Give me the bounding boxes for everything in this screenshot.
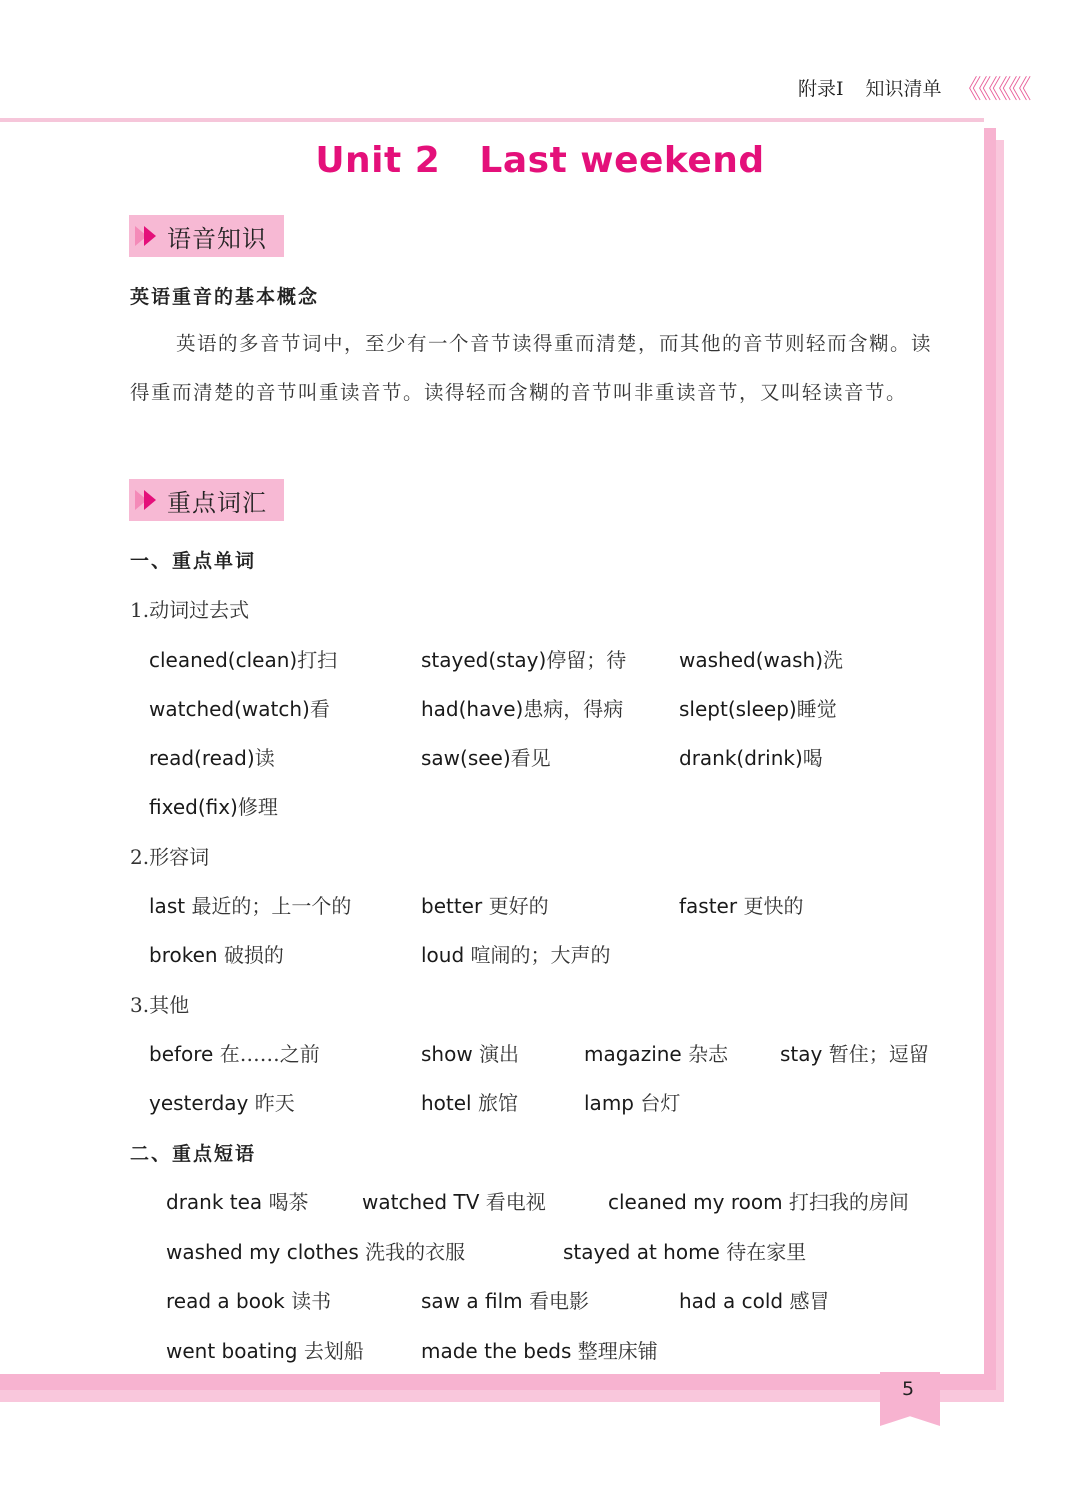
section-phonetics-header [129, 215, 284, 257]
phrase-item: saw a film 看电影 [421, 1289, 589, 1313]
group-title: 3.其他 [130, 993, 190, 1017]
phonetics-paragraph [130, 319, 952, 417]
appendix-label: 附录Ⅰ [798, 77, 844, 100]
vocab-item: hotel 旅馆 [421, 1091, 518, 1115]
phonetics-subheading: 英语重音的基本概念 [130, 286, 320, 308]
section-label: 重点词汇 [167, 488, 267, 517]
vocab-item: last 最近的；上一个的 [149, 894, 352, 918]
paragraph-text: 英语的多音节词中，至少有一个音节读得重而清楚，而其他的音节则轻而含糊。读得重而清楚的音节叫重读音节。读得轻而含糊的音节叫非重读音节，又叫轻读音节。 [130, 332, 933, 404]
vocab-item: washed(wash)洗 [679, 648, 844, 672]
chevron-left-decoration-icon: 《《《《《《 [955, 74, 1029, 105]
vocab-item: had(have)患病，得病 [421, 697, 624, 721]
key-phrases-heading: 二、重点短语 [130, 1143, 257, 1165]
group-title: 2.形容词 [130, 845, 210, 869]
group-title: 1.动词过去式 [130, 598, 250, 622]
vocab-item: fixed(fix)修理 [149, 795, 278, 819]
vocab-item: read(read)读 [149, 746, 275, 770]
vocab-item: drank(drink)喝 [679, 746, 823, 770]
vocab-item: stay 暂住；逗留 [780, 1042, 929, 1066]
vocab-item: broken 破损的 [149, 943, 284, 967]
phrase-item: cleaned my room 打扫我的房间 [608, 1190, 909, 1214]
phrase-item: read a book 读书 [166, 1289, 332, 1313]
phrase-item: drank tea 喝茶 [166, 1190, 309, 1214]
phrase-item: stayed at home 待在家里 [563, 1240, 807, 1264]
running-header [798, 72, 1029, 105]
key-words-heading: 一、重点单词 [130, 550, 257, 572]
phrase-item: washed my clothes 洗我的衣服 [166, 1240, 466, 1264]
phrase-item: made the beds 整理床铺 [421, 1339, 658, 1363]
phrase-item: went boating 去划船 [166, 1339, 364, 1363]
double-arrow-icon [135, 224, 165, 248]
vocab-item: faster 更快的 [679, 894, 804, 918]
vocab-item: show 演出 [421, 1042, 520, 1066]
section-label: 语音知识 [167, 224, 267, 253]
vocab-item: yesterday 昨天 [149, 1091, 295, 1115]
vocab-item: cleaned(clean)打扫 [149, 648, 338, 672]
vocab-item: watched(watch)看 [149, 697, 330, 721]
vocab-item: lamp 台灯 [584, 1091, 681, 1115]
vocab-item: better 更好的 [421, 894, 549, 918]
vocab-item: magazine 杂志 [584, 1042, 729, 1066]
unit-title: Unit 2 Last weekend [315, 140, 765, 181]
double-arrow-icon [135, 488, 165, 512]
vocab-item: saw(see)看见 [421, 746, 551, 770]
vocab-item: slept(sleep)睡觉 [679, 697, 837, 721]
vocab-item: loud 喧闹的；大声的 [421, 943, 611, 967]
vocab-item: stayed(stay)停留；待 [421, 648, 627, 672]
phrase-item: had a cold 感冒 [679, 1289, 830, 1313]
phrase-item: watched TV 看电视 [362, 1190, 546, 1214]
appendix-title: 知识清单 [865, 77, 942, 100]
vocab-item: before 在……之前 [149, 1042, 320, 1066]
page-number: 5 [901, 1378, 915, 1400]
section-vocabulary-header [129, 479, 284, 521]
